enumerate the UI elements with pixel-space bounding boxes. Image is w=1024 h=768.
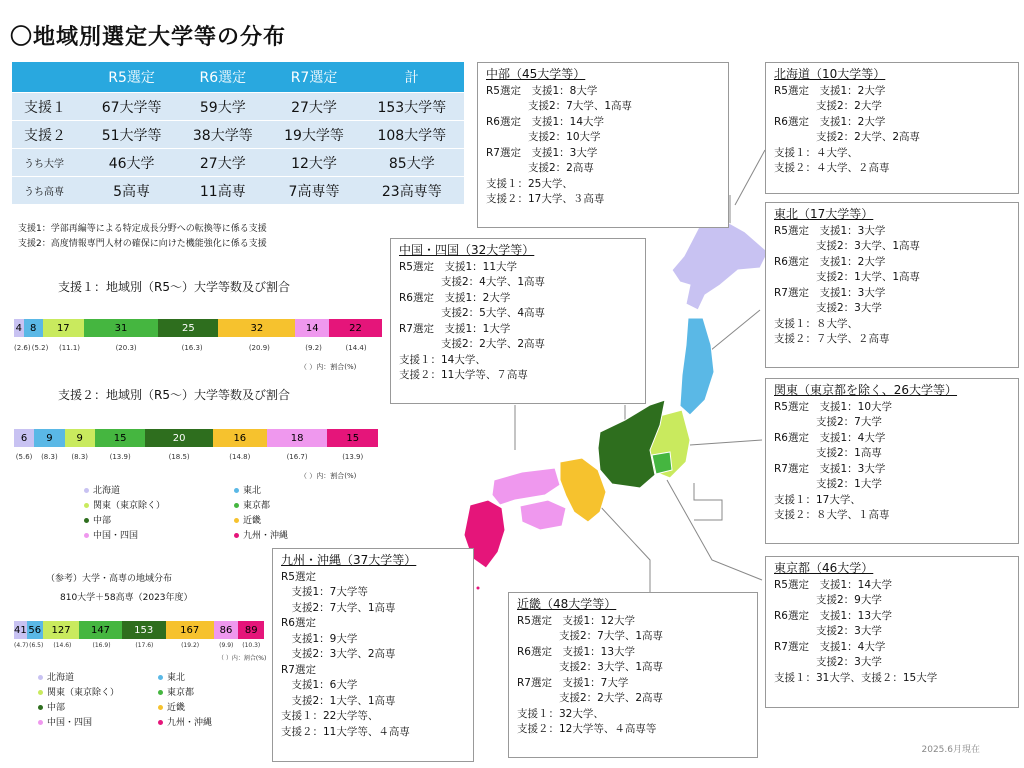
ref-unit: （ ）内：割合(%)	[218, 655, 267, 662]
bar-segment-percent: (18.5)	[168, 453, 190, 461]
legend-label: 東北	[167, 673, 186, 683]
region-line: 支援2：1高専	[774, 447, 882, 459]
leader-line	[735, 150, 765, 205]
table-cell: 支援１	[12, 93, 86, 121]
bar-segment-value: 41	[14, 624, 27, 636]
region-line: 支援2：2大学、2高専	[774, 131, 921, 143]
bar-segment-value: 18	[290, 432, 304, 444]
region-line: 支援2：3大学	[774, 656, 882, 668]
bar-segment-value: 25	[182, 322, 195, 334]
region-line: 支援2：1大学、1高専	[281, 694, 396, 707]
region-line: R6選定 支援1：14大学	[486, 115, 605, 128]
region-line: R6選定 支援1：4大学	[774, 431, 886, 444]
bar-segment-value: 15	[113, 432, 127, 444]
bar-segment-value: 8	[30, 322, 37, 334]
region-box-chugoku-shikoku	[390, 238, 646, 404]
table-header-cell: 計	[360, 62, 464, 93]
bar-segment-value: 9	[76, 432, 83, 444]
bar-segment-value: 127	[51, 624, 71, 636]
region-line: 支援１：14大学、	[399, 353, 486, 366]
region-line: 支援2：2大学	[774, 100, 882, 112]
region-line: 支援２：17大学、３高専	[486, 193, 605, 205]
bar-segment-value: 153	[134, 624, 154, 636]
region-title: 九州・沖縄（37大学等）	[281, 553, 417, 567]
region-line: R5選定 支援1：10大学	[774, 400, 893, 413]
region-line: R6選定 支援1：2大学	[399, 291, 511, 304]
region-line: R7選定 支援1：1大学	[399, 322, 511, 335]
region-line: 支援２：８大学、１高専	[774, 509, 890, 521]
table-cell: 27大学	[177, 149, 268, 177]
legend-label: 東京都	[167, 688, 195, 698]
region-line: 支援2：1大学	[774, 478, 882, 490]
table-cell: 23高専等	[360, 177, 464, 205]
bar-segment-value: 86	[219, 624, 233, 636]
table-cell: 38大学等	[177, 121, 268, 149]
table-cell: 12大学	[268, 149, 359, 177]
region-title: 北海道（10大学等）	[774, 67, 886, 81]
region-line: R7選定 支援1：7大学	[517, 676, 629, 689]
table-cell: 85大学	[360, 149, 464, 177]
bar-segment-value: 31	[114, 322, 128, 334]
bar-segment-percent: (9.9)	[219, 642, 234, 649]
region-title: 中国・四国（32大学等）	[399, 243, 535, 257]
region-line: R5選定 支援1：11大学	[399, 260, 518, 273]
legend-label: 北海道	[93, 486, 121, 496]
bar-segment-value: 167	[180, 624, 200, 636]
table-cell: 153大学等	[360, 93, 464, 121]
bar-segment-percent: (16.9)	[92, 642, 111, 649]
legend-label: 九州・沖縄	[243, 531, 289, 541]
region-line: 支援２：４大学、２高専	[774, 162, 890, 174]
region-line: R5選定 支援1：2大学	[774, 84, 886, 97]
region-line: 支援2：3大学、2高専	[281, 648, 396, 660]
region-box-tohoku	[765, 202, 1019, 368]
bar-segment-percent: (19.2)	[181, 642, 200, 649]
table-header-cell: R6選定	[177, 62, 268, 93]
ref-subtitle: 810大学＋58高専（2023年度）	[60, 593, 193, 603]
region-line: R6選定	[281, 617, 316, 629]
table-cell: 支援２	[12, 121, 86, 149]
region-line: R7選定 支援1：3大学	[486, 146, 598, 159]
date-note: 2025.6月現在	[921, 745, 980, 755]
bar-segment-percent: (17.6)	[135, 642, 154, 649]
region-box-hokkaido	[765, 62, 1019, 194]
region-line: 支援2：3大学、1高専	[774, 240, 921, 252]
region-title: 近畿（48大学等）	[517, 597, 617, 611]
region-line: R6選定 支援1：13大学	[517, 645, 636, 658]
region-line: 支援2：7大学	[774, 416, 882, 428]
region-line: 支援2：9大学	[774, 594, 882, 606]
table-header-cell: R7選定	[268, 62, 359, 93]
region-line: 支援2：7大学、1高専	[281, 601, 396, 614]
region-box-kyushu-okinawa	[272, 548, 474, 762]
bar-segment-percent: (5.2)	[31, 344, 49, 352]
region-line: 支援1：6大学	[281, 679, 358, 691]
bar-segment-value: 56	[28, 624, 42, 636]
note-line: 支援1：学部再編等による特定成長分野への転換等に係る支援	[18, 224, 267, 234]
region-line: 支援２：７大学、２高専	[774, 333, 890, 345]
region-chugoku	[492, 468, 560, 505]
region-title: 東京都（46大学）	[774, 561, 874, 575]
legend-label: 中部	[47, 703, 66, 713]
table-cell: 46大学	[86, 149, 177, 177]
region-line: R5選定 支援1：8大学	[486, 84, 598, 97]
bar-segment-value: 20	[172, 432, 186, 444]
bar-segment-percent: (16.3)	[181, 344, 203, 352]
region-box-chubu	[477, 62, 729, 228]
table-header-cell: R5選定	[86, 62, 177, 93]
region-shikoku	[520, 500, 566, 530]
bar-segment-percent: (14.6)	[53, 642, 72, 649]
region-line: 支援１：32大学、	[517, 707, 604, 720]
bar-segment-percent: (14.4)	[345, 344, 367, 352]
region-line: 支援2：1大学、1高専	[774, 271, 921, 283]
bar-segment-percent: (8.3)	[71, 453, 89, 461]
table-cell: 51大学等	[86, 121, 177, 149]
inset-frame	[694, 483, 722, 520]
table-cell: 67大学等	[86, 93, 177, 121]
region-line: R7選定	[281, 663, 316, 676]
bar-segment-percent: (14.8)	[229, 453, 251, 461]
table-cell: うち大学	[12, 149, 86, 177]
region-line: 支援2：2高専	[486, 162, 594, 174]
bar-segment-value: 9	[46, 432, 53, 444]
region-line: R5選定 支援1：12大学	[517, 614, 636, 627]
bar-segment-percent: (13.9)	[109, 453, 131, 461]
chart2-title: 支援２：地域別（R5～）大学等数及び割合	[58, 388, 290, 402]
region-line: 支援１：17大学、	[774, 493, 861, 506]
table-cell: 19大学等	[268, 121, 359, 149]
legend-label: 関東（東京除く）	[47, 688, 120, 698]
region-tohoku	[680, 318, 714, 415]
legend-label: 中国・四国	[93, 531, 139, 541]
region-line: 支援2：2大学、2高専	[399, 338, 546, 350]
region-line: R6選定 支援1：13大学	[774, 609, 893, 622]
region-line: R6選定 支援1：2大学	[774, 115, 886, 128]
region-line: R6選定 支援1：2大学	[774, 255, 886, 268]
legend-label: 近畿	[167, 703, 186, 713]
table-cell: 11高専	[177, 177, 268, 205]
legend-label: 中部	[93, 516, 112, 526]
bar-segment-percent: (2.6)	[14, 344, 31, 352]
region-title: 東北（17大学等）	[774, 207, 874, 221]
region-line: 支援2：2大学、2高専	[517, 692, 664, 704]
region-line: R7選定 支援1：3大学	[774, 462, 886, 475]
table-cell: うち高専	[12, 177, 86, 205]
table-cell: 59大学	[177, 93, 268, 121]
bar-segment-percent: (16.7)	[286, 453, 308, 461]
leader-line	[667, 480, 762, 580]
legend-label: 近畿	[243, 516, 262, 526]
bar-segment-percent: (13.9)	[342, 453, 364, 461]
chart1-title: 支援１：地域別（R5～）大学等数及び割合	[58, 280, 290, 294]
bar-segment-percent: (20.9)	[248, 344, 270, 352]
bar-segment-percent: (20.3)	[115, 344, 137, 352]
region-line: 支援2：10大学	[486, 131, 601, 143]
bar-segment-percent: (10.3)	[242, 642, 261, 649]
region-line: 支援２：12大学等、４高専等	[517, 723, 657, 735]
region-line: R5選定 支援1：3大学	[774, 224, 886, 237]
table-cell: 5高専	[86, 177, 177, 205]
region-line: 支援２：11大学等、４高専	[281, 725, 410, 738]
table-cell: 27大学	[268, 93, 359, 121]
region-line: 支援2：7大学、1高専	[517, 630, 664, 642]
legend-label: 東京都	[243, 501, 271, 511]
bar-segment-value: 147	[90, 624, 111, 636]
bar-segment-value: 4	[15, 322, 22, 334]
bar-segment-value: 17	[56, 322, 70, 334]
region-line: 支援2：4大学、1高専	[399, 276, 546, 288]
bar-segment-value: 89	[244, 624, 258, 636]
leader-line	[690, 440, 762, 445]
ref-title: （参考）大学・高専の地域分布	[46, 574, 173, 584]
region-line: 支援2：3大学	[774, 625, 882, 637]
region-tokyo	[652, 452, 672, 474]
region-line: R5選定	[281, 570, 316, 583]
legend-label: 中国・四国	[47, 718, 93, 728]
region-line: 支援２：11大学等、７高専	[399, 369, 528, 381]
bar-segment-value: 32	[250, 322, 264, 334]
region-line: 支援2：3大学、1高専	[517, 661, 664, 673]
region-line: R5選定 支援1：14大学	[774, 578, 893, 591]
bar-segment-value: 15	[346, 432, 360, 444]
legend-label: 東北	[243, 486, 262, 496]
bar-segment-value: 22	[349, 322, 362, 334]
region-line: 支援2：7大学、1高専	[486, 100, 633, 112]
legend-label: 北海道	[47, 673, 75, 683]
bar-segment-percent: (9.2)	[305, 344, 322, 352]
page-title: 〇地域別選定大学等の分布	[10, 25, 287, 50]
region-line: 支援１：22大学等、	[281, 710, 379, 722]
legend-label: 関東（東京除く）	[93, 501, 166, 511]
region-line: 支援2：3大学	[774, 302, 882, 314]
region-line: 支援１：４大学、	[774, 146, 858, 159]
region-kinki	[560, 458, 606, 522]
region-title: 関東（東京都を除く、26大学等）	[774, 383, 958, 397]
region-box-kinki	[508, 592, 758, 758]
bar-segment-percent: (11.1)	[58, 344, 81, 352]
chart2-unit: （ ）内：割合(%)	[300, 472, 357, 480]
table-cell: 7高専等	[268, 177, 359, 205]
bar-segment-value: 6	[20, 432, 28, 444]
region-line: 支援１：25大学、	[486, 177, 573, 190]
bar-segment-percent: (4.7)	[14, 642, 29, 649]
leader-line	[705, 310, 760, 355]
region-hokkaido	[672, 218, 768, 310]
region-box-kanto	[765, 378, 1019, 544]
region-line: 支援1：9大学	[281, 632, 358, 645]
bar-segment-value: 14	[305, 322, 319, 334]
region-line: 支援2：5大学、4高専	[399, 307, 546, 319]
bar-segment-percent: (5.6)	[15, 453, 33, 461]
legend-label: 九州・沖縄	[167, 718, 213, 728]
region-box-tokyo	[765, 556, 1019, 708]
region-line: 支援１：31大学、支援２：15大学	[774, 671, 938, 684]
region-line: R7選定 支援1：4大学	[774, 640, 886, 653]
region-line: R7選定 支援1：3大学	[774, 286, 886, 299]
region-line: 支援1：7大学等	[281, 586, 368, 598]
note-line: 支援2：高度情報専門人材の確保に向けた機能強化に係る支援	[18, 239, 267, 249]
table-cell: 108大学等	[360, 121, 464, 149]
bar-segment-percent: (8.3)	[41, 453, 58, 461]
chart1-unit: （ ）内：割合(%)	[300, 363, 357, 371]
region-line: 支援１：８大学、	[774, 317, 858, 330]
bar-segment-value: 16	[233, 432, 247, 444]
bar-segment-percent: (6.5)	[29, 642, 44, 649]
region-title: 中部（45大学等）	[486, 67, 586, 81]
